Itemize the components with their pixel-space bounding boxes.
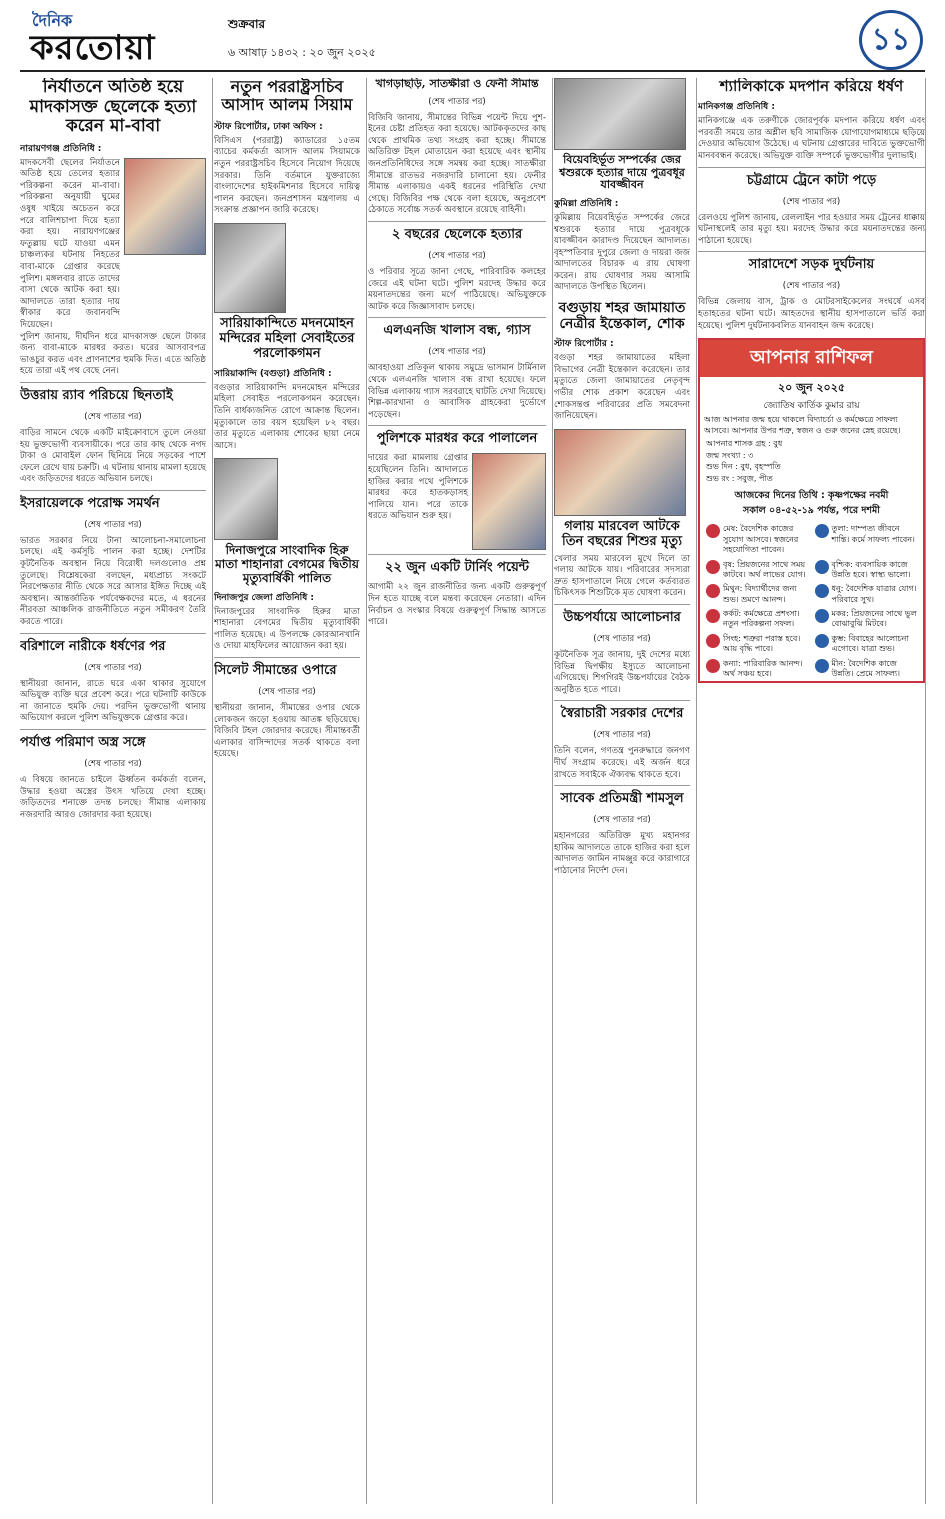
article-text: খেলার সময় মারবেল মুখে দিলে তা গলায় আটকে যায়। পরিবারের সদস্যরা দ্রুত হাসপাতালে নিয়ে গেলে কর্তব্যরত চিকিৎসক শিশুটিকে মৃত ঘোষণা করেন। bbox=[554, 553, 690, 599]
column-4 bbox=[554, 78, 697, 1504]
zodiac-icon bbox=[815, 524, 829, 538]
continued-note: (শেষ পাতার পর) bbox=[593, 815, 651, 826]
obituary-photo bbox=[214, 223, 286, 313]
zodiac-entry bbox=[703, 582, 812, 607]
column-1 bbox=[20, 78, 213, 1504]
newspaper-logo: করতোয়া bbox=[30, 28, 156, 68]
subhead-autocratic: স্বৈরাচারী সরকার দেশের bbox=[554, 700, 690, 725]
article-text: কূটনৈতিক সূত্র জানায়, দুই দেশের মধ্যে বিভিন্ন দ্বিপক্ষীয় ইস্যুতে আলোচনা এগিয়েছে। শিগগিরই উচ্চপর্যায়ের বৈঠক অনুষ্ঠিত হতে পারে। bbox=[554, 650, 690, 695]
continued-note: (শেষ পাতার পর) bbox=[84, 759, 142, 770]
zodiac-entry bbox=[812, 558, 921, 583]
page-number: ১১ bbox=[859, 10, 923, 70]
zodiac-text: তুলা: দাম্পত্য জীবনে শান্তি। কর্মে সাফল্য পাবেন। bbox=[831, 524, 915, 544]
horoscope-info bbox=[700, 436, 923, 486]
continued-note: (শেষ পাতার পর) bbox=[258, 687, 316, 698]
continued-note: (শেষ পাতার পর) bbox=[782, 196, 841, 207]
article-text: আগামী ২২ জুন রাজনীতির জন্য একটি গুরুত্বপূর্ণ দিন হতে যাচ্ছে বলে মন্তব্য করেছেন নেতারা। এদিন নির্বাচন ও সংস্কার বিষয়ে গুরুত্বপূর্ণ সিদ্ধান্ত আসতে পারে। bbox=[368, 582, 546, 628]
horoscope-date: ২০ জুন ২০২৫ bbox=[778, 381, 845, 395]
zodiac-entry bbox=[812, 607, 921, 632]
zodiac-entry bbox=[703, 657, 812, 682]
zodiac-icon bbox=[706, 584, 720, 598]
horoscope-box bbox=[698, 338, 925, 683]
masthead bbox=[20, 6, 925, 72]
column-5 bbox=[698, 78, 926, 1504]
headline-border: খাগড়াছড়ি, সাতক্ষীরা ও ফেনী সীমান্ত bbox=[375, 78, 539, 90]
article-text: রেলওয়ে পুলিশ জানায়, রেললাইন পার হওয়ার সময় ট্রেনের ধাক্কায় ঘটনাস্থলেই তার মৃত্যু হয়। মরদেহ উদ্ধার করে ময়নাতদন্তের জন্য পাঠানো হয়েছে। bbox=[698, 212, 925, 246]
zodiac-text: কুম্ভ: বিবাহের আলোচনা এগোবে। যাত্রা শুভ। bbox=[831, 633, 909, 654]
runner-photo bbox=[472, 453, 546, 550]
subhead-high-level: উচ্চপর্যায়ে আলোচনার bbox=[554, 604, 690, 629]
subhead-june-22: ২২ জুন একটি টার্নিং পয়েন্ট bbox=[368, 554, 546, 579]
zodiac-text: বৃষ: প্রিয়জনের সাথে সময় কাটবে। অর্থ লাভের যোগ। bbox=[723, 559, 806, 579]
continued-note: (শেষ পাতার পর) bbox=[428, 96, 486, 107]
byline: দিনাজপুর জেলা প্রতিনিধি : bbox=[214, 592, 315, 603]
zodiac-entry bbox=[812, 632, 921, 657]
headline-bogura-leader: বগুড়ায় শহর জামায়াত নেত্রীর ইন্তেকাল, শোক bbox=[558, 300, 686, 333]
headline-foreign-secretary: নতুন পররাষ্ট্রসচিব আসাদ আলম সিয়াম bbox=[221, 78, 353, 115]
byline: কুমিল্লা প্রতিনিধি : bbox=[554, 198, 619, 209]
issue-date: ৬ আষাঢ় ১৪৩২ : ২০ জুন ২০২৫ bbox=[228, 46, 376, 59]
zodiac-icon bbox=[815, 634, 829, 648]
continued-note: (শেষ পাতার পর) bbox=[428, 347, 486, 358]
subhead-israel: ইসরায়েলকে পরোক্ষ সমর্থন bbox=[20, 490, 206, 515]
byline: স্টাফ রিপোর্টার : bbox=[554, 339, 614, 350]
continued-note: (শেষ পাতার পর) bbox=[84, 411, 142, 422]
continued-note: (শেষ পাতার পর) bbox=[84, 519, 142, 530]
article-text: দায়ের করা মামলায় গ্রেপ্তার হয়েছিলেন তিনি। আদালতে হাজির করার পথে পুলিশকে মারধর করে হাতকড়াসহ পালিয়ে যান। পরে তাকে ধরতে অভিযান শুরু হয়। bbox=[368, 453, 468, 522]
zodiac-icon bbox=[706, 560, 720, 574]
memorial-photo bbox=[214, 458, 278, 540]
ruling-planet: আপনার শাসক গ্রহ : বুধ bbox=[706, 438, 783, 448]
column-2 bbox=[214, 78, 367, 1504]
birth-number: জন্ম সংখ্যা : ৩ bbox=[706, 450, 754, 460]
article-text: স্থানীয়রা জানান, রাতে ঘরে একা থাকার সুযোগে অভিযুক্ত ব্যক্তি ঘরে প্রবেশ করে। পরে ঘটনাটি কাউকে না জানাতে হুমকি দেয়। পরদিন ভুক্তভোগী থানায় অভিযোগ করলে পুলিশ অভিযুক্তকে গ্রেপ্তার করে। bbox=[20, 678, 206, 724]
convict-photo bbox=[554, 78, 686, 150]
zodiac-text: সিংহ: শত্রুরা পরাস্ত হবে। আয় বৃদ্ধি পাবে। bbox=[723, 633, 801, 654]
article-text: দিনাজপুরের সাংবাদিক হিরুর মাতা শাহানারা বেগমের দ্বিতীয় মৃত্যুবার্ষিকী পালিত হয়েছে। এ উপলক্ষে কোরআনখানি ও দোয়া মাহফিলের আয়োজন করা হয়। bbox=[214, 606, 360, 652]
subhead-uttara: উত্তরায় র‌্যাব পরিচয়ে ছিনতাই bbox=[20, 382, 206, 407]
zodiac-icon bbox=[706, 524, 720, 538]
continued-note: (শেষ পাতার পর) bbox=[593, 730, 651, 741]
zodiac-entry bbox=[812, 522, 921, 557]
article-text: তিনি বলেন, গণতন্ত্র পুনরুদ্ধারে জনগণ দীর্ঘ সংগ্রাম করেছে। এই অর্জন ধরে রাখতে সবাইকে ঐক্যবদ্ধ থাকতে হবে। bbox=[554, 746, 690, 780]
child-photo bbox=[554, 429, 686, 516]
article-text: বিভিন্ন জেলায় বাস, ট্রাক ও মোটরসাইকেলের সংঘর্ষে এসব হতাহতের ঘটনা ঘটে। আহতদের স্থানীয় হাসপাতালে ভর্তি করা হয়েছে। পুলিশ দুর্ঘটনাকবলিত যানবাহন জব্দ করেছে। bbox=[698, 297, 925, 331]
logo-top: দৈনিক bbox=[32, 11, 73, 30]
zodiac-entry bbox=[703, 632, 812, 657]
zodiac-entry bbox=[703, 607, 812, 632]
zodiac-icon bbox=[815, 584, 829, 598]
zodiac-icon bbox=[706, 609, 720, 623]
headline-sariakandi: সারিয়াকান্দিতে মদনমোহন মন্দিরের মহিলা সেবাইতের পরলোকগমন bbox=[219, 315, 355, 361]
issue-day: শুক্রবার bbox=[228, 17, 266, 31]
zodiac-icon bbox=[706, 659, 720, 673]
article-text: মহানগরের অতিরিক্ত মুখ্য মহানগর হাকিম আদালতে তাকে হাজির করা হলে আদালত জামিন নামঞ্জুর করে কারাগারে পাঠানোর নির্দেশ দেন। bbox=[554, 831, 690, 877]
continued-note: (শেষ পাতার পর) bbox=[782, 281, 841, 292]
zodiac-text: মীন: বৈদেশিক কাজে উন্নতি। প্রেমে সাফল্য। bbox=[831, 658, 901, 679]
subhead-weapons: পর্যাপ্ত পরিমাণ অস্ত্র সঙ্গে bbox=[20, 729, 206, 754]
zodiac-icon bbox=[815, 560, 829, 574]
zodiac-entry bbox=[703, 522, 812, 557]
column-3 bbox=[368, 78, 553, 1504]
subhead-train: চট্টগ্রামে ট্রেনে কাটা পড়ে bbox=[698, 167, 925, 192]
continued-note: (শেষ পাতার পর) bbox=[84, 662, 142, 673]
subhead-former-minister: সাবেক প্রতিমন্ত্রী শামসুল bbox=[554, 785, 690, 810]
subhead-barishal: বরিশালে নারীকে ধর্ষণের পর bbox=[20, 633, 206, 658]
parents-photo bbox=[124, 158, 206, 255]
headline-life-sentence: বিয়েবহির্ভূত সম্পর্কের জের শ্বশুরকে হত্যার দায়ে পুত্রবধূর যাবজ্জীবন bbox=[559, 153, 685, 192]
headline-assault: শ্যালিকাকে মদপান করিয়ে ধর্ষণ bbox=[719, 78, 904, 95]
continued-note: (শেষ পাতার পর) bbox=[428, 250, 486, 261]
article-text: বাড়ির সামনে থেকে একটি মাইক্রোবাসে তুলে নেওয়া হয় ভুক্তভোগী ব্যবসায়ীকে। পরে তার কাছ থেকে নগদ টাকা ও মোবাইল ফোন ছিনিয়ে নিয়ে সড়কের পাশে ফেলে রেখে যায় চক্রটি। এ ঘটনায় থানায় মামলা হয়েছে এবং জড়িতদের ধরতে অভিযান চলছে। bbox=[20, 427, 206, 485]
byline: স্টাফ রিপোর্টার, ঢাকা অফিস : bbox=[214, 121, 323, 132]
article-text: বগুড়া শহর জামায়াতের মহিলা বিভাগের নেত্রী ইন্তেকাল করেছেন। তার মৃত্যুতে জেলা জামায়াতের নেতৃবৃন্দ গভীর শোক প্রকাশ করেছেন এবং শোকসন্তপ্ত পরিবারের প্রতি সমবেদনা জানিয়েছেন। bbox=[554, 353, 690, 422]
byline: নারায়ণগঞ্জ প্রতিনিধি : bbox=[20, 143, 102, 154]
lucky-color: শুভ রং : সবুজ, পীত bbox=[706, 473, 773, 483]
article-text: মানিকগঞ্জে এক তরুণীকে জোরপূর্বক মদপান করিয়ে ধর্ষণ এবং পরবর্তী সময়ে তার অশ্লীল ছবি সামাজিক যোগাযোগমাধ্যমে ছড়িয়ে দেওয়ার অভিযোগ উঠেছে। এ ঘটনায় গ্রেপ্তারের দাবিতে ভুক্তভোগী মানববন্ধন করেছে। অভিযুক্ত ব্যক্তি সম্পর্কে ভুক্তভোগীর দুলাভাই। bbox=[698, 116, 925, 162]
article-text: ও পরিবার সূত্রে জানা গেছে, পারিবারিক কলহের জেরে এই ঘটনা ঘটে। পুলিশ মরদেহ উদ্ধার করে ময়নাতদন্তের জন্য মর্গে পাঠিয়েছে। অভিযুক্তকে আটক করে জিজ্ঞাসাবাদ চলছে। bbox=[368, 266, 546, 312]
byline: সারিয়াকান্দি (বগুড়া) প্রতিনিধি : bbox=[214, 368, 332, 379]
zodiac-text: কর্কট: কর্মক্ষেত্রে প্রশংসা। নতুন পরিকল্পনা সফল। bbox=[723, 609, 800, 629]
article-text: মাদকসেবী ছেলের নির্যাতনে অতিষ্ঠ হয়ে তেলের হত্যার পরিকল্পনা করেন মা-বাবা। পরিকল্পনা অনুযায়ী ঘুমের ওষুধ খাইয়ে অচেতন করে পরে বালিশচাপা দিয়ে হত্যা করা হয়। নারায়ণগঞ্জের ফতুল্লায় ঘটে যাওয়া এমন চাঞ্চল্যকর ঘটনায় নিহতের বাবা-মাকে গ্রেপ্তার করেছে পুলিশ। মঙ্গলবার রাতে তাদের বাসা থেকে আটক করা হয়। আদালতে তারা হত্যার দায় স্বীকার করে জবানবন্দি দিয়েছেন। bbox=[20, 157, 120, 330]
article-text: কুমিল্লায় বিয়েবহির্ভূত সম্পর্কের জেরে শ্বশুরকে হত্যার দায়ে পুত্রবধূকে যাবজ্জীবন কারাদণ্ড দিয়েছেন আদালত। বৃহস্পতিবার দুপুরে জেলা ও দায়রা জজ আদালতের বিচারক এ রায় ঘোষণা করেন। রায় ঘোষণার সময় আসামি আদালতে উপস্থিত ছিলেন। bbox=[554, 212, 690, 293]
zodiac-entry bbox=[812, 582, 921, 607]
lucky-day: শুভ দিন : বুধ, বৃহস্পতি bbox=[706, 462, 781, 472]
subhead-child-murder: ২ বছরের ছেলেকে হত্যার bbox=[368, 221, 546, 246]
article-text: বিসিএস (পররাষ্ট্র) ক্যাডারের ১৫তম ব্যাচের কর্মকর্তা আসাদ আলম সিয়ামকে নতুন পররাষ্ট্রসচিব হিসেবে নিয়োগ দিয়েছে সরকার। তিনি বর্তমানে যুক্তরাজ্যে বাংলাদেশের হাইকমিশনার হিসেবে দায়িত্ব পালন করছেন। জনপ্রশাসন মন্ত্রণালয় এ সংক্রান্ত প্রজ্ঞাপন জারি করেছে। bbox=[214, 135, 360, 216]
article-text: পুলিশ জানায়, দীর্ঘদিন ধরে মাদকাসক্ত ছেলে টাকার জন্য বাবা-মাকে মারধর করত। ঘরের আসবাবপত্র ভাঙচুর করত এবং প্রাণনাশের হুমকি দিত। এতে অতিষ্ঠ হয়ে তারা এই পথ বেছে নেন। bbox=[20, 331, 206, 377]
article-text: ভারত সরকার নিয়ে টানা আলোচনা-সমালোচনা চলছে। এই কর্মসূচি পালন করা হচ্ছে। দেশটির কূটনৈতিক অবস্থান নিয়ে বিরোধী দলগুলোও প্রশ্ন তুলেছে। বিশ্লেষকেরা বলছেন, মধ্যপ্রাচ্য সংকটে নিরপেক্ষতার নীতি থেকে সরে আসার ইঙ্গিত দিচ্ছে এই অবস্থান। আন্তর্জাতিক পর্যবেক্ষকদের মতে, এ ধরনের নীরবতা আঞ্চলিক রাজনীতিতে নতুন সমীকরণ তৈরি করতে পারে। bbox=[20, 535, 206, 628]
subhead-police-escape: পুলিশকে মারধর করে পালালেন bbox=[368, 425, 546, 450]
zodiac-entry bbox=[812, 657, 921, 682]
article-text: বিজিবি জানায়, সীমান্তের বিভিন্ন পয়েন্ট দিয়ে পুশ-ইনের চেষ্টা প্রতিহত করা হয়েছে। আটককৃতদের কাছ থেকে প্রাথমিক তথ্য সংগ্রহ করা হচ্ছে। সীমান্তে অতিরিক্ত টহল মোতায়েন করা হয়েছে এবং স্থানীয় জনপ্রতিনিধিদের সঙ্গে সমন্বয় করা হচ্ছে। সাতক্ষীরা সীমান্তে রাতভর নজরদারি চালানো হয়। ফেনীর সীমান্ত এলাকায়ও একই ধরনের পরিস্থিতি দেখা গেছে। বিজিবির পক্ষ থেকে বলা হয়েছে, অনুপ্রবেশ ঠেকাতে সর্বোচ্চ সতর্ক অবস্থানে রয়েছে বাহিনী। bbox=[368, 112, 546, 216]
subhead-road-accident: সারাদেশে সড়ক দুর্ঘটনায় bbox=[698, 251, 925, 276]
zodiac-icon bbox=[815, 609, 829, 623]
zodiac-text: বৃশ্চিক: ব্যবসায়িক কাজে উন্নতি হবে। স্বাস্থ্য ভালো। bbox=[831, 559, 911, 579]
zodiac-entry bbox=[703, 558, 812, 583]
zodiac-grid bbox=[700, 522, 923, 681]
article-text: এ বিষয়ে জানতে চাইলে ঊর্ধ্বতন কর্মকর্তা বলেন, উদ্ধার হওয়া অস্ত্রের উৎস খতিয়ে দেখা হচ্ছে। জড়িতদের শনাক্তে তদন্ত চলছে। সীমান্ত এলাকায় নজরদারি আরও জোরদার করা হয়েছে। bbox=[20, 775, 206, 820]
continued-note: (শেষ পাতার পর) bbox=[593, 634, 651, 645]
zodiac-text: মকর: প্রিয়জনের সাথে ভুল বোঝাবুঝি মিটবে। bbox=[831, 609, 917, 629]
zodiac-text: মিথুন: বিদ্যার্থীদের জন্য শুভ। ভ্রমণে আনন্দ। bbox=[723, 584, 797, 604]
horoscope-title: আপনার রাশিফল bbox=[700, 340, 923, 377]
article-text: বগুড়ার সারিয়াকান্দি মদনমোহন মন্দিরের মহিলা সেবাইত পরলোকগমন করেছেন। তিনি বার্ধক্যজনিত রোগে আক্রান্ত ছিলেন। মৃত্যুকালে তার বয়স হয়েছিল ৮২ বছর। তার মৃত্যুতে এলাকায় শোকের ছায়া নেমে আসে। bbox=[214, 382, 360, 451]
zodiac-icon bbox=[815, 659, 829, 673]
tithi: আজকের দিনের তিথি : কৃষ্ণপক্ষের নবমী সকাল ০৪-৫২-১৯ পর্যন্ত, পরে দশমী bbox=[734, 490, 889, 517]
headline-child-death: গলায় মারবেল আটকে তিন বছরের শিশুর মৃত্যু bbox=[562, 518, 682, 549]
headline-parents-kill-son: নির্যাতনে অতিষ্ঠ হয়ে মাদকাসক্ত ছেলেকে হত্যা করেন মা-বাবা bbox=[29, 78, 197, 137]
headline-dinajpur: দিনাজপুরে সাংবাদিক হিরু মাতা শাহানারা বেগমের দ্বিতীয় মৃত্যুবার্ষিকী পালিত bbox=[215, 543, 359, 585]
subhead-lng: এলএনজি খালাস বন্ধ, গ্যাস bbox=[368, 317, 546, 342]
zodiac-text: কন্যা: পারিবারিক আনন্দ। অর্থ সঞ্চয় হবে। bbox=[723, 658, 803, 679]
zodiac-text: ধনু: বৈদেশিক যাত্রার যোগ। পরিবারে সুখ। bbox=[831, 584, 917, 604]
byline: মানিকগঞ্জ প্রতিনিধি : bbox=[698, 102, 775, 113]
zodiac-text: মেষ: বৈদেশিক কাজের সুযোগ আসবে। স্বজনের সহযোগিতা পাবেন। bbox=[723, 524, 799, 555]
article-text: স্থানীয়রা জানান, সীমান্তের ওপার থেকে লোকজন জড়ো হওয়ায় আতঙ্ক ছড়িয়েছে। বিজিবি টহল জোরদার করেছে। সীমান্তবর্তী এলাকার বাসিন্দাদের সতর্ক থাকতে বলা হয়েছে। bbox=[214, 703, 360, 760]
subhead-sylhet: সিলেট সীমান্তের ওপারে bbox=[214, 657, 360, 682]
horoscope-author: জ্যোতিষ কার্তিক কুমার রায় bbox=[763, 401, 860, 412]
zodiac-icon bbox=[706, 634, 720, 648]
horoscope-intro: আজ আপনার জন্ম হয়ে থাকলে বিদ্যাচর্চা ও কর্মক্ষেত্রে সাফল্য আসবে। আপনার উপর শত্রু, স্বজন ও গুরু জনের স্নেহ রয়েছে। bbox=[704, 415, 901, 435]
article-text: আবহাওয়া প্রতিকূল থাকায় সমুদ্রে ভাসমান টার্মিনাল থেকে এলএনজি খালাস বন্ধ রাখা হয়েছে। ফলে বিভিন্ন এলাকায় গ্যাস সরবরাহে ঘাটতি দেখা দিয়েছে। শিল্প-কারখানা ও আবাসিক গ্রাহকেরা দুর্ভোগে পড়েছেন। bbox=[368, 363, 546, 420]
